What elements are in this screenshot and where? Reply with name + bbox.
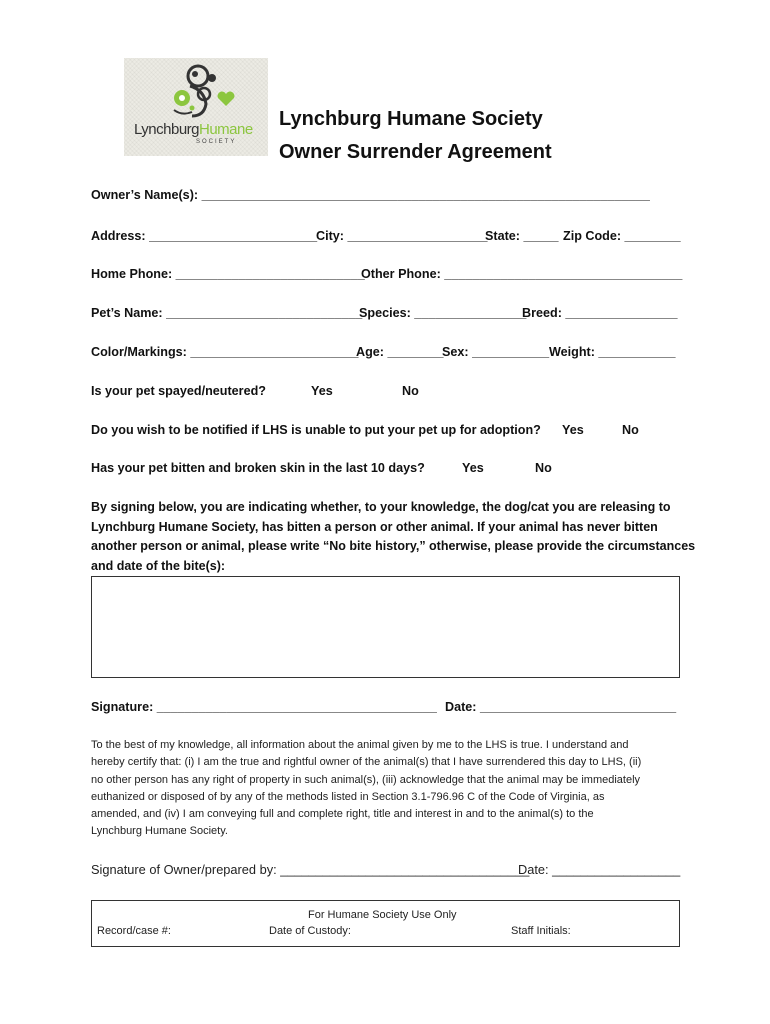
logo-wordmark: LynchburgHumane — [134, 121, 253, 138]
other-phone-field[interactable]: Other Phone: __________________________________ — [361, 267, 683, 281]
spayed-question: Is your pet spayed/neutered? — [91, 384, 266, 398]
breed-field[interactable]: Breed: ________________ — [522, 306, 678, 320]
weight-field[interactable]: Weight: ___________ — [549, 345, 676, 359]
zip-field[interactable]: Zip Code: ________ — [563, 229, 681, 243]
staff-initials-field[interactable]: Staff Initials: — [511, 925, 571, 937]
notify-no-option[interactable]: No — [622, 423, 639, 437]
spayed-no-option[interactable]: No — [402, 384, 419, 398]
office-use-title: For Humane Society Use Only — [308, 909, 457, 921]
form-title: Owner Surrender Agreement — [279, 141, 552, 163]
certification-text: To the best of my knowledge, all information about the animal given by me to the LHS is true. I understand and hereby certify that: (i) I am the true and rightful owner of the animal(s) that I have surrendered this day to LHS, (ii) no other person has any right of property in such animal(s), (iii) acknowledge that the animal may be immediately euthanized or disposed of by any of the methods listed in Section 3.1-796.96 C of the Code of Virginia, as amended, and (iv) I am conveying full and complete right, title and interest in and to the animal(s) to the Lynchburg Humane Society. — [91, 739, 642, 838]
owner-signature-field[interactable]: Signature of Owner/prepared by: ___________________________________ — [91, 862, 530, 877]
lhs-logo — [124, 58, 268, 156]
owner-date-field[interactable]: Date: __________________ — [518, 862, 681, 877]
spayed-yes-option[interactable]: Yes — [311, 384, 333, 398]
office-use-box — [91, 900, 680, 947]
bite-yes-option[interactable]: Yes — [462, 461, 484, 475]
logo-subtitle: SOCIETY — [196, 139, 237, 145]
bite-no-option[interactable]: No — [535, 461, 552, 475]
age-field[interactable]: Age: ________ — [356, 345, 444, 359]
sex-field[interactable]: Sex: ___________ — [442, 345, 550, 359]
address-field[interactable]: Address: ________________________ — [91, 229, 318, 243]
home-phone-field[interactable]: Home Phone: ___________________________ — [91, 267, 365, 281]
org-title: Lynchburg Humane Society — [279, 108, 543, 130]
notify-yes-option[interactable]: Yes — [562, 423, 584, 437]
color-markings-field[interactable]: Color/Markings: ________________________ — [91, 345, 359, 359]
bite-question: Has your pet bitten and broken skin in the last 10 days? — [91, 461, 425, 475]
signature-field[interactable]: Signature: ________________________________________ — [91, 700, 437, 714]
pet-name-field[interactable]: Pet’s Name: ____________________________ — [91, 306, 363, 320]
signature-date-field[interactable]: Date: ____________________________ — [445, 700, 677, 714]
state-field[interactable]: State: _____ — [485, 229, 559, 243]
record-case-field[interactable]: Record/case #: — [97, 925, 171, 937]
species-field[interactable]: Species: ________________ — [359, 306, 527, 320]
notify-question: Do you wish to be notified if LHS is unable to put your pet up for adoption? — [91, 423, 541, 437]
custody-date-field[interactable]: Date of Custody: — [269, 925, 351, 937]
bite-history-textarea[interactable] — [91, 576, 680, 678]
owner-name-field[interactable]: Owner’s Name(s): ________________________________________________________________ — [91, 188, 650, 202]
bite-history-instructions: By signing below, you are indicating whether, to your knowledge, the dog/cat you are releasing to Lynchburg Humane Society, has bitten a person or other animal. If your animal has never bitten another person or animal, please write “No bite history,” otherwise, please provide the circumstances and date of the bite(s): — [91, 500, 696, 573]
city-field[interactable]: City: ____________________ — [316, 229, 488, 243]
